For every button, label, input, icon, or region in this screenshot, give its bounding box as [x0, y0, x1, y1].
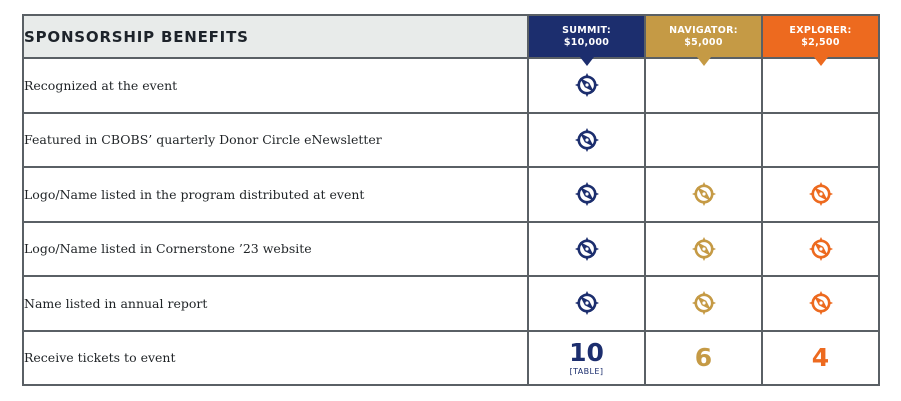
compass-icon: [574, 236, 600, 262]
tier-pointer-icon: [580, 57, 594, 66]
benefit-row: [23, 113, 879, 168]
benefit-row: [23, 167, 879, 222]
compass-icon: [574, 72, 600, 98]
compass-icon: [691, 181, 717, 207]
summit-benefit-cell: [528, 222, 645, 277]
summit-benefit-cell: [528, 113, 645, 168]
explorer-benefit-cell: [762, 276, 879, 331]
navigator-ticket-count: [645, 331, 762, 386]
explorer-ticket-number: 4: [811, 342, 830, 372]
navigator-benefit-cell: [645, 113, 762, 168]
sponsorship-table: [22, 14, 880, 386]
explorer-benefit-cell: [762, 222, 879, 277]
compass-icon: [691, 236, 717, 262]
benefit-label: Logo/Name listed in the program distributed at event: [23, 167, 528, 222]
summit-ticket-note: [TABLE]: [569, 366, 604, 376]
benefit-label: Recognized at the event: [23, 58, 528, 113]
compass-icon: [574, 127, 600, 153]
summit-benefit-cell: [528, 58, 645, 113]
tier-summit-header: [528, 15, 645, 58]
benefit-label: Featured in CBOBS’ quarterly Donor Circle eNewsletter: [23, 113, 528, 168]
benefit-label: Receive tickets to event: [23, 331, 528, 386]
header-row: [23, 15, 879, 58]
explorer-benefit-cell: [762, 58, 879, 113]
compass-icon: [574, 181, 600, 207]
benefit-rows: [23, 58, 879, 331]
compass-icon: [691, 290, 717, 316]
tier-navigator-name: NAVIGATOR:: [669, 24, 738, 36]
summit-ticket-number: 10: [569, 337, 604, 367]
navigator-ticket-number: 6: [694, 342, 713, 372]
summit-benefit-cell: [528, 276, 645, 331]
explorer-benefit-cell: [762, 113, 879, 168]
tier-summit-price: $10,000: [563, 36, 610, 48]
benefit-label: Logo/Name listed in Cornerstone ’23 website: [23, 222, 528, 277]
compass-icon: [808, 236, 834, 262]
benefit-row: [23, 58, 879, 113]
tier-explorer-header: [762, 15, 879, 58]
benefit-label: Name listed in annual report: [23, 276, 528, 331]
navigator-benefit-cell: [645, 276, 762, 331]
summit-benefit-cell: [528, 167, 645, 222]
navigator-benefit-cell: [645, 167, 762, 222]
tier-navigator-header: [645, 15, 762, 58]
benefit-row: [23, 276, 879, 331]
benefit-row: [23, 222, 879, 277]
tier-pointer-icon: [814, 57, 828, 66]
tier-navigator-price: $5,000: [684, 36, 723, 48]
explorer-ticket-count: [762, 331, 879, 386]
tickets-row: [23, 331, 879, 386]
tier-explorer-name: EXPLORER:: [789, 24, 852, 36]
summit-ticket-count: [528, 331, 645, 386]
navigator-benefit-cell: [645, 58, 762, 113]
tier-explorer-price: $2,500: [801, 36, 840, 48]
explorer-benefit-cell: [762, 167, 879, 222]
compass-icon: [574, 290, 600, 316]
table-title: SPONSORSHIP BENEFITS: [23, 15, 528, 58]
tier-summit-name: SUMMIT:: [562, 24, 611, 36]
compass-icon: [808, 181, 834, 207]
navigator-benefit-cell: [645, 222, 762, 277]
compass-icon: [808, 290, 834, 316]
tier-pointer-icon: [697, 57, 711, 66]
